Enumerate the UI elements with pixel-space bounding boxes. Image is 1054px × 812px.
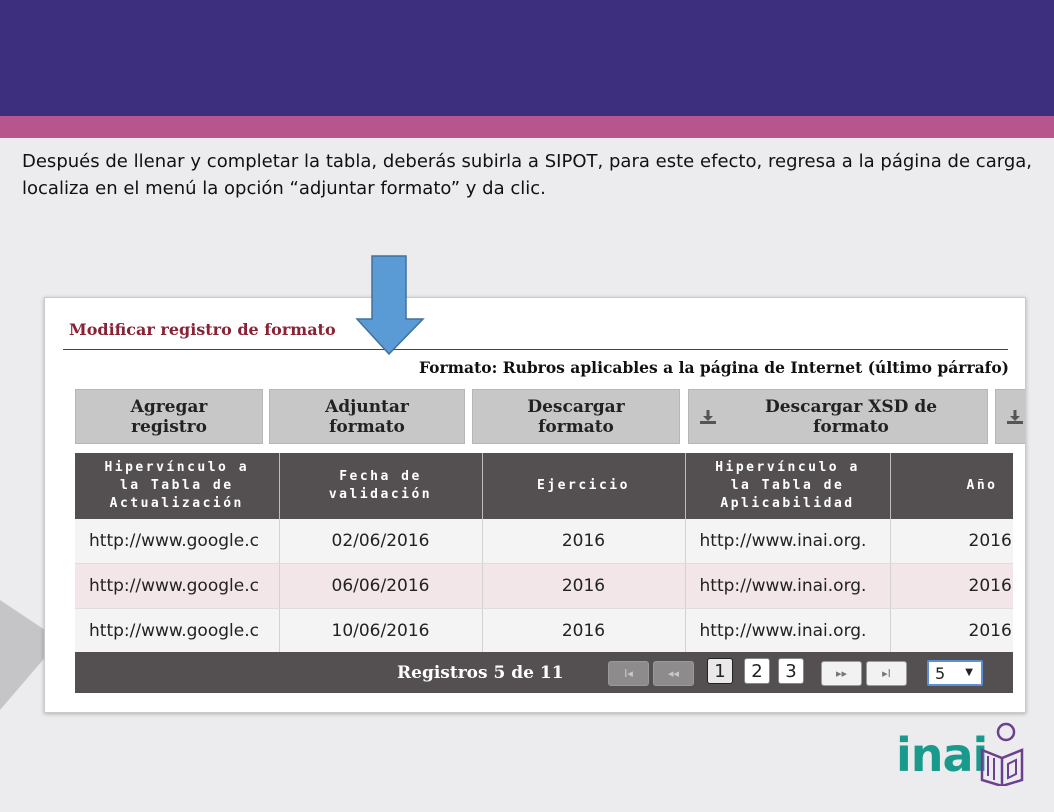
previous-page-button[interactable]: ◂◂ <box>653 661 694 686</box>
accent-band <box>0 116 1054 138</box>
table-cell: 2016 <box>890 564 1013 609</box>
table-cell: 10/06/2016 <box>279 609 482 654</box>
screenshot-panel <box>44 297 1026 713</box>
column-header-update-link[interactable] <box>75 453 279 519</box>
arrow-down-icon <box>355 255 425 355</box>
table-row[interactable] <box>75 519 1013 564</box>
table-cell: 2016 <box>482 609 685 654</box>
table-cell: 06/06/2016 <box>279 564 482 609</box>
chevron-down-icon: ▼ <box>965 667 973 678</box>
table-header-row <box>75 453 1013 519</box>
format-name: Formato: Rubros aplicables a la página de Internet (último párrafo) <box>418 358 1009 377</box>
download-xsd-button[interactable] <box>688 389 988 444</box>
header-line: Fecha de <box>339 469 422 484</box>
table-cell: 2016 <box>482 564 685 609</box>
header-line: Hipervínculo a <box>104 460 250 475</box>
last-page-button[interactable]: ▸I <box>866 661 907 686</box>
download-xsd-label-line2: formato <box>813 416 889 437</box>
download-format-button[interactable] <box>472 389 680 444</box>
column-header-validation-date[interactable] <box>279 453 482 519</box>
attach-format-label-line2: formato <box>329 416 405 437</box>
first-page-button[interactable]: I◂ <box>608 661 649 686</box>
table-cell: 2016 <box>890 609 1013 654</box>
column-header-fiscal-year[interactable] <box>482 453 685 519</box>
column-header-year[interactable] <box>890 453 1013 519</box>
header-line: la Tabla de <box>119 478 234 493</box>
table-cell: http://www.inai.org. <box>685 609 890 654</box>
table-row[interactable] <box>75 564 1013 609</box>
page-1-button[interactable]: 1 <box>707 658 733 684</box>
header-line: Hipervínculo a <box>715 460 860 475</box>
header-line: Aplicabilidad <box>720 496 855 511</box>
header-line: Actualización <box>109 496 244 511</box>
download-xsd-label-line1: Descargar XSD de <box>764 396 938 417</box>
download-icon <box>699 408 717 426</box>
table-cell: 2016 <box>482 519 685 564</box>
instruction-text: Después de llenar y completar la tabla, deberás subirla a SIPOT, para este efecto, regresa a la página de carga, localiza en el menú la opción “adjuntar formato” y da clic. <box>22 151 1032 199</box>
download-format-label-line1: Descargar <box>527 396 625 417</box>
attach-format-button[interactable] <box>269 389 465 444</box>
header-band <box>0 0 1054 116</box>
header-line: Ejercicio <box>537 478 630 493</box>
table-cell: http://www.google.c <box>75 609 279 654</box>
header-line: Año <box>966 478 998 493</box>
panel-title: Modificar registro de formato <box>69 320 336 339</box>
header-line: la Tabla de <box>730 478 845 493</box>
page-3-button[interactable]: 3 <box>778 658 804 684</box>
header-line: validación <box>328 487 433 502</box>
add-record-label-line2: registro <box>131 416 207 437</box>
records-count-label: Registros 5 de 11 <box>397 663 564 683</box>
reader-icon <box>978 722 1024 786</box>
inai-logo <box>896 722 1026 790</box>
more-actions-button[interactable] <box>995 389 1026 444</box>
add-record-button[interactable] <box>75 389 263 444</box>
next-page-button[interactable]: ▸▸ <box>821 661 862 686</box>
table-cell: 02/06/2016 <box>279 519 482 564</box>
records-table <box>75 453 1013 654</box>
attach-format-label-line1: Adjuntar <box>325 396 409 417</box>
table-cell: http://www.google.c <box>75 519 279 564</box>
page-size-value: 5 <box>935 663 946 683</box>
table-cell: http://www.google.c <box>75 564 279 609</box>
table-row[interactable] <box>75 609 1013 654</box>
page-2-button[interactable]: 2 <box>744 658 770 684</box>
download-icon <box>1006 408 1024 426</box>
page-size-select[interactable] <box>927 660 983 686</box>
add-record-label-line1: Agregar <box>130 396 208 417</box>
column-header-applicability-link[interactable] <box>685 453 890 519</box>
pagination-bar <box>75 652 1013 693</box>
download-format-label-line2: formato <box>538 416 614 437</box>
logo-wordmark: inai <box>896 728 988 782</box>
table-cell: http://www.inai.org. <box>685 519 890 564</box>
panel-title-divider <box>63 349 1008 350</box>
table-cell: http://www.inai.org. <box>685 564 890 609</box>
table-cell: 2016 <box>890 519 1013 564</box>
